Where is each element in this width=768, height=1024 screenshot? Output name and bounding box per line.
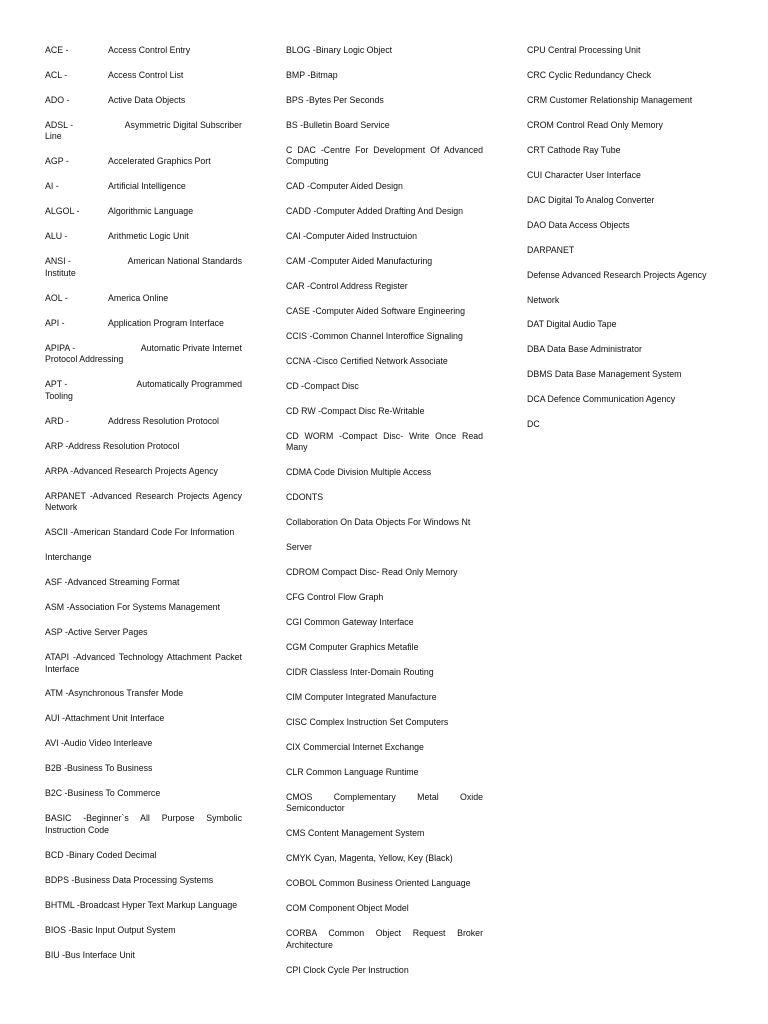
glossary-entry (45, 491, 242, 514)
entry-text: CDONTS (286, 492, 324, 503)
glossary-entry (527, 45, 724, 57)
entry-text: CGI Common Gateway Interface (286, 617, 414, 628)
entry-definition: America Online (108, 292, 169, 303)
entry-text: DBMS Data Base Management System (527, 369, 682, 380)
glossary-entry (527, 394, 724, 406)
entry-text: CRM Customer Relationship Management (527, 94, 693, 105)
entry-definition: Arithmetic Logic Unit (108, 231, 189, 242)
entry-definition: Access Control Entry (108, 45, 191, 55)
glossary-entry (286, 145, 483, 168)
glossary-entry (286, 45, 483, 57)
glossary-entry (286, 381, 483, 393)
entry-text: ARP -Address Resolution Protocol (45, 440, 180, 451)
glossary-entry (286, 853, 483, 865)
entry-text: C DAC -Centre For Development Of Advanced (286, 144, 483, 155)
entry-text: ARPANET -Advanced Research Projects Agency (45, 490, 242, 501)
entry-text: BIU -Bus Interface Unit (45, 949, 135, 960)
entry-text: DBA Data Base Administrator (527, 344, 642, 355)
entry-text: DAT Digital Audio Tape (527, 319, 617, 330)
entry-text: CORBA Common Object Request Broker (286, 928, 483, 939)
entry-line (45, 95, 242, 107)
entry-text: CISC Complex Instruction Set Computers (286, 716, 449, 727)
glossary-entry (45, 318, 242, 330)
glossary-entry (286, 181, 483, 193)
entry-text: CADD -Computer Added Drafting And Design (286, 206, 464, 217)
entry-text: CCIS -Common Channel Interoffice Signaling (286, 331, 463, 342)
entry-continuation: Protocol Addressing (45, 354, 124, 365)
entry-definition: Artificial Intelligence (108, 181, 186, 192)
glossary-entry (286, 828, 483, 840)
entry-text: CD WORM -Compact Disc- Write Once Read (286, 430, 483, 441)
entry-continuation: Tooling (45, 390, 73, 401)
glossary-entry (286, 878, 483, 890)
entry-text: BDPS -Business Data Processing Systems (45, 874, 214, 885)
entry-definition: Accelerated Graphics Port (108, 156, 211, 167)
entry-text: ATM -Asynchronous Transfer Mode (45, 688, 184, 699)
entry-continuation: Architecture (286, 939, 333, 950)
entry-line (45, 379, 242, 391)
entry-line (45, 120, 242, 132)
glossary-entry (45, 850, 242, 862)
glossary-entry (45, 256, 242, 279)
glossary-entry (286, 231, 483, 243)
entry-text: BMP -Bitmap (286, 69, 338, 80)
entry-line (45, 343, 242, 355)
glossary-entry (45, 813, 242, 836)
glossary-entry (286, 492, 483, 504)
entry-line (45, 156, 242, 168)
entry-text: CD RW -Compact Disc Re-Writable (286, 405, 425, 416)
glossary-entry (527, 195, 724, 207)
glossary-entry (286, 617, 483, 629)
entry-term: APT - (45, 379, 68, 390)
entry-text: CIX Commercial Internet Exchange (286, 741, 424, 752)
glossary-entry (286, 331, 483, 343)
entry-continuation: Instruction Code (45, 824, 110, 835)
entry-term: ADSL - (45, 119, 74, 130)
glossary-entry (286, 467, 483, 479)
entry-term: AOL - (45, 292, 68, 303)
glossary-entry (527, 270, 724, 282)
entry-text: DAC Digital To Analog Converter (527, 194, 655, 205)
glossary-entry (286, 431, 483, 454)
glossary-entry (45, 688, 242, 700)
entry-term: ACL - (45, 69, 68, 80)
glossary-entry (45, 602, 242, 614)
glossary-entry (45, 416, 242, 428)
entry-text: B2C -Business To Commerce (45, 788, 161, 799)
entry-text: ARPA -Advanced Research Projects Agency (45, 465, 218, 476)
entry-text: CCNA -Cisco Certified Network Associate (286, 356, 448, 367)
entry-text: BLOG -Binary Logic Object (286, 45, 393, 55)
glossary-entry (527, 220, 724, 232)
glossary-entry (45, 763, 242, 775)
entry-text: CIDR Classless Inter-Domain Routing (286, 667, 434, 678)
entry-text: BASIC -Beginner`s All Purpose Symbolic (45, 813, 242, 824)
entry-term: AI - (45, 181, 59, 192)
glossary-entry (286, 717, 483, 729)
glossary-entry (286, 667, 483, 679)
glossary-entry (45, 231, 242, 243)
glossary-column-2 (286, 45, 483, 990)
entry-text: CAD -Computer Aided Design (286, 181, 403, 192)
glossary-entry (45, 577, 242, 589)
entry-text: BS -Bulletin Board Service (286, 119, 390, 130)
entry-text: CAR -Control Address Register (286, 281, 408, 292)
glossary-entry (45, 206, 242, 218)
glossary-entry (45, 45, 242, 57)
glossary-entry (527, 344, 724, 356)
entry-term: AGP - (45, 156, 69, 167)
entry-text: COM Component Object Model (286, 903, 409, 914)
entry-text: CMYK Cyan, Magenta, Yellow, Key (Black) (286, 853, 453, 864)
glossary-entry (45, 527, 242, 539)
entry-continuation: Interface (45, 663, 80, 674)
entry-text: CIM Computer Integrated Manufacture (286, 692, 437, 703)
entry-text: ASM -Association For Systems Management (45, 602, 221, 613)
entry-term: ALGOL - (45, 206, 80, 217)
entry-text: CASE -Computer Aided Software Engineering (286, 306, 465, 317)
glossary-entry (45, 552, 242, 564)
entry-continuation: Line (45, 131, 62, 142)
glossary-entry (527, 170, 724, 182)
entry-line (45, 45, 242, 57)
glossary-entry (45, 627, 242, 639)
glossary-entry (45, 738, 242, 750)
glossary-entry (527, 70, 724, 82)
entry-text: CDROM Compact Disc- Read Only Memory (286, 567, 458, 578)
glossary-entry (527, 419, 724, 431)
entry-text: CFG Control Flow Graph (286, 592, 384, 603)
entry-text: Interchange (45, 552, 92, 563)
entry-definition: Asymmetric Digital Subscriber (124, 119, 242, 130)
glossary-entry (286, 742, 483, 754)
glossary-entry (527, 295, 724, 307)
glossary-entry (286, 965, 483, 977)
entry-term: ANSI - (45, 256, 71, 267)
glossary-entry (286, 928, 483, 951)
entry-text: CAM -Computer Aided Manufacturing (286, 256, 433, 267)
entry-text: CMS Content Management System (286, 828, 425, 839)
glossary-entry (45, 441, 242, 453)
glossary-entry (45, 120, 242, 143)
entry-text: CAI -Computer Aided Instructuion (286, 231, 418, 242)
entry-text: BIOS -Basic Input Output System (45, 924, 176, 935)
glossary-entry (527, 95, 724, 107)
entry-term: API - (45, 317, 65, 328)
entry-line (45, 206, 242, 218)
glossary-entry (286, 517, 483, 529)
entry-text: ASCII -American Standard Code For Information (45, 527, 235, 538)
entry-text: DARPANET (527, 244, 575, 255)
entry-text: CPU Central Processing Unit (527, 45, 641, 55)
glossary-entry (45, 156, 242, 168)
entry-text: CROM Control Read Only Memory (527, 119, 663, 130)
glossary-entry (286, 306, 483, 318)
entry-text: DCA Defence Communication Agency (527, 394, 676, 405)
glossary-entry (286, 692, 483, 704)
entry-line (45, 70, 242, 82)
entry-text: B2B -Business To Business (45, 763, 153, 774)
glossary-entry (45, 950, 242, 962)
entry-text: ASP -Active Server Pages (45, 626, 148, 637)
glossary-entry (286, 281, 483, 293)
glossary-entry (45, 181, 242, 193)
glossary-entry (45, 900, 242, 912)
entry-text: COBOL Common Business Oriented Language (286, 878, 471, 889)
entry-text: DAO Data Access Objects (527, 219, 630, 230)
glossary-entry (45, 379, 242, 402)
entry-text: Collaboration On Data Objects For Windows Nt (286, 517, 471, 528)
entry-text: ATAPI -Advanced Technology Attachment Packet (45, 651, 242, 662)
entry-continuation: Institute (45, 267, 76, 278)
entry-definition: Application Program Interface (108, 317, 224, 328)
entry-line (45, 181, 242, 193)
glossary-entry (45, 70, 242, 82)
entry-definition: Automatic Private Internet (140, 342, 242, 353)
glossary-entry (286, 567, 483, 579)
entry-term: ARD - (45, 415, 69, 426)
glossary-entry (286, 356, 483, 368)
glossary-entry (527, 369, 724, 381)
entry-text: AUI -Attachment Unit Interface (45, 713, 165, 724)
entry-text: Defense Advanced Research Projects Agency (527, 269, 707, 280)
entry-continuation: Computing (286, 156, 329, 167)
glossary-entry (527, 145, 724, 157)
glossary-entry (286, 120, 483, 132)
entry-text: ASF -Advanced Streaming Format (45, 577, 180, 588)
glossary-column-1 (45, 45, 242, 975)
entry-text: AVI -Audio Video Interleave (45, 738, 153, 749)
glossary-entry (527, 245, 724, 257)
entry-definition: Algorithmic Language (108, 206, 194, 217)
glossary-entry (527, 319, 724, 331)
glossary-entry (286, 406, 483, 418)
entry-text: CRT Cathode Ray Tube (527, 144, 621, 155)
entry-text: BPS -Bytes Per Seconds (286, 94, 384, 105)
entry-continuation: Semiconductor (286, 803, 345, 814)
entry-continuation: Network (45, 502, 78, 513)
entry-definition: Access Control List (108, 69, 184, 80)
entry-line (45, 416, 242, 428)
entry-text: CD -Compact Disc (286, 380, 359, 391)
glossary-entry (45, 95, 242, 107)
glossary-entry (527, 120, 724, 132)
glossary-entry (45, 652, 242, 675)
entry-term: ADO - (45, 94, 70, 105)
entry-text: CLR Common Language Runtime (286, 766, 419, 777)
entry-definition: Automatically Programmed (136, 379, 242, 390)
entry-text: Server (286, 542, 312, 553)
entry-text: DC (527, 419, 540, 430)
entry-text: Network (527, 294, 560, 305)
entry-text: CDMA Code Division Multiple Access (286, 467, 432, 478)
glossary-entry (45, 466, 242, 478)
glossary-entry (45, 925, 242, 937)
glossary-entry (45, 788, 242, 800)
glossary-entry (45, 713, 242, 725)
glossary-entry (286, 70, 483, 82)
glossary-entry (45, 343, 242, 366)
entry-text: CUI Character User Interface (527, 169, 641, 180)
entry-definition: Address Resolution Protocol (108, 415, 219, 426)
entry-text: CPI Clock Cycle Per Instruction (286, 964, 409, 975)
entry-term: ALU - (45, 231, 68, 242)
entry-text: BHTML -Broadcast Hyper Text Markup Language (45, 899, 238, 910)
glossary-entry (286, 792, 483, 815)
glossary-entry (45, 293, 242, 305)
entry-text: CGM Computer Graphics Metafile (286, 642, 419, 653)
entry-line (45, 293, 242, 305)
entry-definition: American National Standards (127, 256, 242, 267)
glossary-entry (286, 206, 483, 218)
glossary-entry (286, 95, 483, 107)
glossary-entry (286, 903, 483, 915)
glossary-entry (286, 592, 483, 604)
entry-line (45, 318, 242, 330)
entry-text: CRC Cyclic Redundancy Check (527, 69, 652, 80)
glossary-entry (286, 256, 483, 268)
entry-line (45, 231, 242, 243)
entry-term: APIPA - (45, 342, 76, 353)
entry-line (45, 256, 242, 268)
entry-continuation: Many (286, 442, 308, 453)
glossary-entry (45, 875, 242, 887)
glossary-entry (286, 542, 483, 554)
entry-text: CMOS Complementary Metal Oxide (286, 791, 483, 802)
entry-definition: Active Data Objects (108, 94, 186, 105)
entry-term: ACE - (45, 45, 69, 55)
glossary-entry (286, 767, 483, 779)
glossary-column-3 (527, 45, 724, 444)
glossary-entry (286, 642, 483, 654)
entry-text: BCD -Binary Coded Decimal (45, 849, 157, 860)
